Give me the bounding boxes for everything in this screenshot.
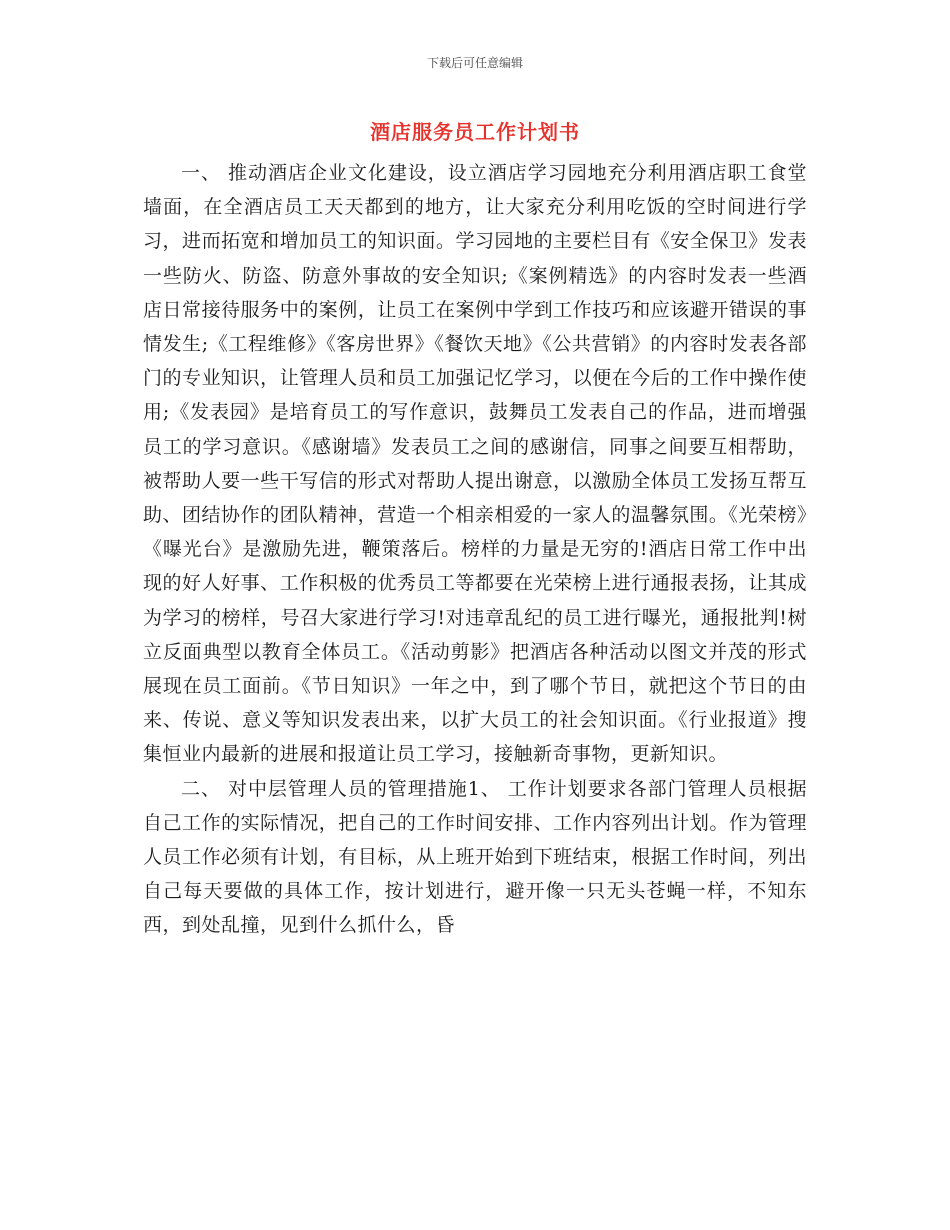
- paragraph-2: 二、 对中层管理人员的管理措施1、 工作计划要求各部门管理人员根据自己工作的实际情况，把自己的工作时间安排、工作内容列出计划。作为管理人员工作必须有计划，有目标，从上班开始到下班结束，根据工作时间，列出自己每天要做的具体工作，按计划进行，避开像一只无头苍蝇一样，不知东西，到处乱撞，见到什么抓什么，昏: [143, 777, 807, 937]
- document-title: 酒店服务员工作计划书: [370, 120, 580, 144]
- header-note: 下载后可任意编辑: [426, 56, 523, 70]
- paragraph-1: 一、 推动酒店企业文化建设，设立酒店学习园地充分利用酒店职工食堂墙面，在全酒店员工天天都到的地方，让大家充分利用吃饭的空时间进行学习，进而拓宽和增加员工的知识面。学习园地的主要栏目有《安全保卫》发表一些防火、防盗、防意外事故的安全知识;《案例精选》的内容时发表一些酒店日常接待服务中的案例，让员工在案例中学到工作技巧和应该避开错误的事情发生;《工程维修》《客房世界》《餐饮天地》《公共营销》的内容时发表各部门的专业知识，让管理人员和员工加强记忆学习，以便在今后的工作中操作使用;《发表园》是培育员工的写作意识，鼓舞员工发表自己的作品，进而增强员工的学习意识。《感谢墙》发表员工之间的感谢信，同事之间要互相帮助，被帮助人要一些干写信的形式对帮助人提出谢意，以激励全体员工发扬互帮互助、团结协作的团队精神，营造一个相亲相爱的一家人的温馨氛围。《光荣榜》《曝光台》是激励先进，鞭策落后。榜样的力量是无穷的!酒店日常工作中出现的好人好事、工作积极的优秀员工等都要在光荣榜上进行通报表扬，让其成为学习的榜样，号召大家进行学习!对违章乱纪的员工进行曝光，通报批判!树立反面典型以教育全体员工。《活动剪影》把酒店各种活动以图文并茂的形式展现在员工面前。《节日知识》一年之中，到了哪个节日，就把这个节日的由来、传说、意义等知识发表出来，以扩大员工的社会知识面。《行业报道》搜集恒业内最新的进展和报道让员工学习，接触新奇事物，更新知识。: [143, 162, 807, 766]
- document-body: [143, 156, 807, 943]
